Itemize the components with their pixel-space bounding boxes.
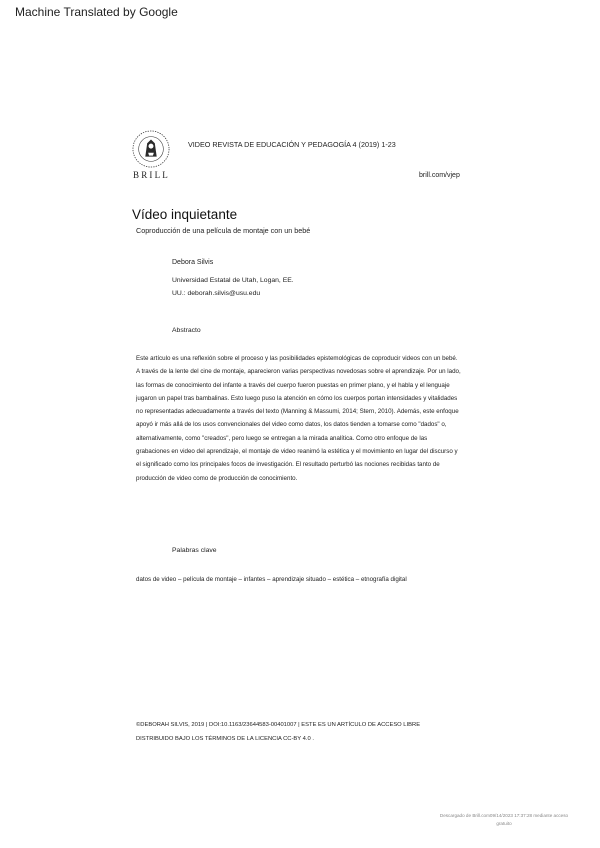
author-affiliation: Universidad Estatal de Utah, Logan, EE. (172, 277, 294, 284)
download-note: Descargado de Brill.com09/14/2023 17:37:28 mediante acceso gratuito (439, 813, 569, 826)
journal-url[interactable]: brill.com/vjep (419, 172, 460, 179)
author-email: UU.: deborah.silvis@usu.edu (172, 290, 261, 297)
license-line-2: DISTRIBUIDO BAJO LOS TÉRMINOS DE LA LICENCIA CC-BY 4.0 . (136, 736, 314, 742)
brill-seal-logo (132, 130, 170, 168)
keywords-text: datos de video – película de montaje – infantes – aprendizaje situado – estética – etnografía digital (136, 576, 407, 583)
abstract-text: Este artículo es una reflexión sobre el proceso y las posibilidades epistemológicas de coproducir videos con un bebé. A través de la lente del cine de montaje, aparecieron varias perspectivas novedosas sobre el aprendizaje. Por un lado, las formas de conocimiento del infante a través del cuerpo fueron puestas en primer plano, y el habla y el lenguaje jugaron un papel tras bambalinas. Esto luego puso la atención en cómo los cuerpos portan intensidades y vitalidades no representadas adecuadamente a través del texto (Manning & Massumi, 2014; Stern, 2010). Además, este enfoque apoyó ir más allá de los usos convencionales del video como datos, los datos tienden a tomarse como "dados" o, alternativamente, como "creados", pero luego se entregan a la mirada analítica. Como otro enfoque de las grabaciones en video del aprendizaje, el montaje de video reanimó la estética y el movimiento en lugar del discurso y el significado como los principales focos de investigación. El resultado perturbó las nociones recibidas tanto de producción de video como de producción de conocimiento. (136, 355, 461, 482)
keywords-heading: Palabras clave (172, 547, 217, 554)
publisher-wordmark: BRILL (133, 170, 170, 180)
machine-translation-banner: Machine Translated by Google (15, 5, 178, 19)
author-name: Debora Silvis (172, 259, 214, 266)
journal-citation: VIDEO REVISTA DE EDUCACIÓN Y PEDAGOGÍA 4 (2019) 1-23 (188, 140, 396, 149)
license-notice (136, 718, 456, 746)
license-line-1: ©DEBORAH SILVIS, 2019 | DOI:10.1163/23644583-00401007 | ESTE ES UN ARTÍCULO DE ACCESO LIBRE (136, 722, 421, 728)
article-subtitle: Coproducción de una película de montaje con un bebé (136, 226, 311, 235)
abstract-heading: Abstracto (172, 327, 201, 334)
article-title: Vídeo inquietante (132, 207, 238, 222)
